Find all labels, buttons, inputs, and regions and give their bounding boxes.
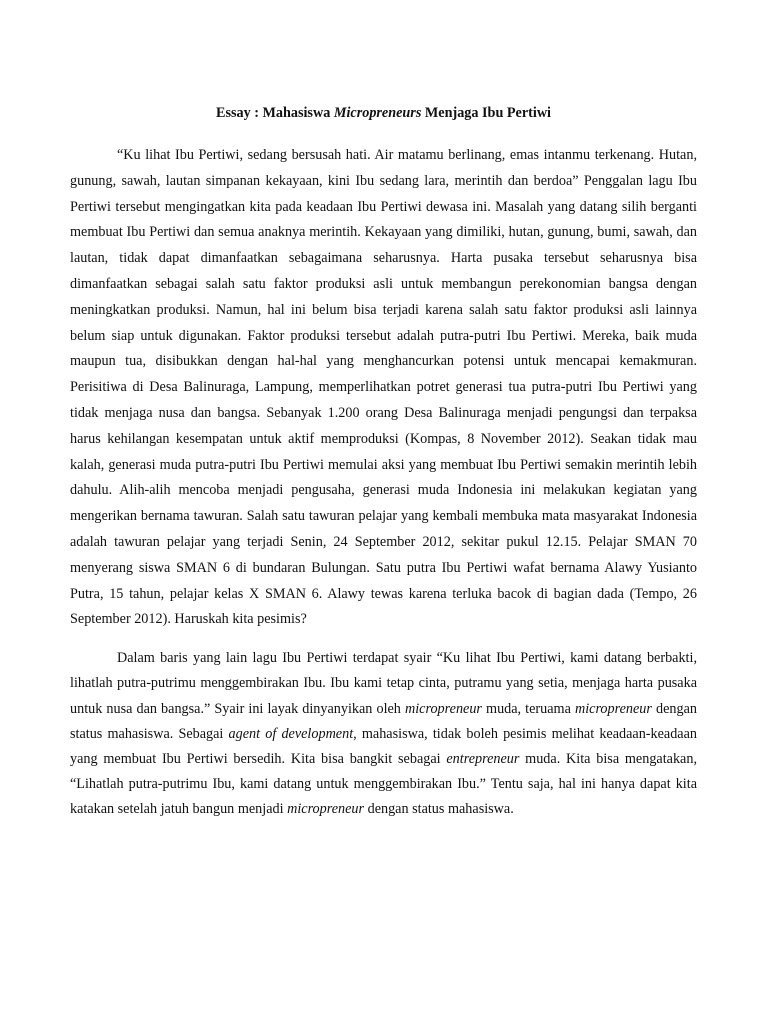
paragraph-2-run: micropreneur xyxy=(574,700,652,717)
paragraph-2-run: agent of development xyxy=(228,725,354,742)
essay-title xyxy=(70,103,697,123)
paragraph-2-run: muda. Kita bisa mengatakan, “Lihatlah putra-putrimu Ibu, kami datang untuk menggembirakan Ibu.” Tentu saja, hal ini hanya dapat kita katakan setelah jatuh bangun menjadi xyxy=(70,750,697,818)
paragraph-2-run: muda, teruama xyxy=(481,700,575,717)
document-page xyxy=(70,103,697,823)
paragraph-2 xyxy=(70,646,697,822)
paragraph-2-run: Dalam baris yang lain lagu Ibu Pertiwi terdapat syair “Ku lihat Ibu Pertiwi, kami datang berbakti, lihatlah putra-putrimu menggembirakan Ibu. Ibu kami tetap cinta, putramu yang setia, menjaga harta pusaka untuk nusa dan bangsa.” Syair ini layak dinyanyikan oleh xyxy=(70,650,697,717)
paragraph-2-run: entrepreneur xyxy=(446,750,520,767)
paragraph-2-run: micropreneur xyxy=(287,801,365,818)
paragraph-2-run: dengan status mahasiswa. xyxy=(364,801,514,818)
paragraph-1 xyxy=(70,143,697,633)
essay-title-italic: Micropreneurs xyxy=(333,105,422,121)
paragraph-2-run: micropreneur xyxy=(404,700,482,717)
essay-title-suffix: Menjaga Ibu Pertiwi xyxy=(421,105,552,121)
paragraph-2-run: , mahasiswa, tidak boleh pesimis melihat keadaan-keadaan yang membuat Ibu Pertiwi bersedih. Kita bisa bangkit sebagai xyxy=(70,725,697,767)
essay-title-prefix: Essay : Mahasiswa xyxy=(215,105,334,121)
paragraph-1-run: “Ku lihat Ibu Pertiwi, sedang bersusah hati. Air matamu berlinang, emas intanmu terkenang. Hutan, gunung, sawah, lautan simpanan kekayaan, kini Ibu sedang lara, merintih dan berdoa” Penggalan lagu Ibu Pertiwi tersebut mengingatkan kita pada keadaan Ibu Pertiwi dewasa ini. Masalah yang datang silih berganti membuat Ibu Pertiwi dan semua anaknya merintih. Kekayaan yang dimiliki, hutan, gunung, bumi, sawah, dan lautan, tidak dapat dimanfaatkan sebagaimana seharusnya. Harta pusaka tersebut seharusnya bisa dimanfaatkan sebagai salah satu faktor produksi asli untuk membangun perekonomian bangsa dengan meningkatkan produksi. Namun, hal ini belum bisa terjadi karena salah satu faktor produksi asli lainnya belum siap untuk digunakan. Faktor produksi tersebut adalah putra-putri Ibu Pertiwi. Mereka, baik muda maupun tua, disibukkan dengan hal-hal yang menghancurkan potensi untuk mencapai kemakmuran. Perisitiwa di Desa Balinuraga, Lampung, memperlihatkan potret generasi tua putra-putri Ibu Pertiwi yang tidak menjaga nusa dan bangsa. Sebanyak 1.200 orang Desa Balinuraga menjadi pengungsi dan terpaksa harus kehilangan kesempatan untuk aktif memproduksi (Kompas, 8 November 2012). Seakan tidak mau kalah, generasi muda putra-putri Ibu Pertiwi memulai aksi yang membuat Ibu Pertiwi semakin merintih lebih dahulu. Alih-alih mencoba menjadi pengusaha, generasi muda Indonesia ini melakukan kegiatan yang mengerikan bernama tawuran. Salah satu tawuran pelajar yang kembali membuka mata masyarakat Indonesia adalah tawuran pelajar yang terjadi Senin, 24 September 2012, sekitar pukul 12.15. Pelajar SMAN 70 menyerang siswa SMAN 6 di bundaran Bulungan. Satu putra Ibu Pertiwi wafat bernama Alawy Yusianto Putra, 15 tahun, pelajar kelas X SMAN 6. Alawy tewas karena terluka bacok di bagian dada (Tempo, 26 September 2012). Haruskah kita pesimis? xyxy=(70,147,697,628)
paragraph-2-run: dengan status mahasiswa. Sebagai xyxy=(70,700,697,742)
